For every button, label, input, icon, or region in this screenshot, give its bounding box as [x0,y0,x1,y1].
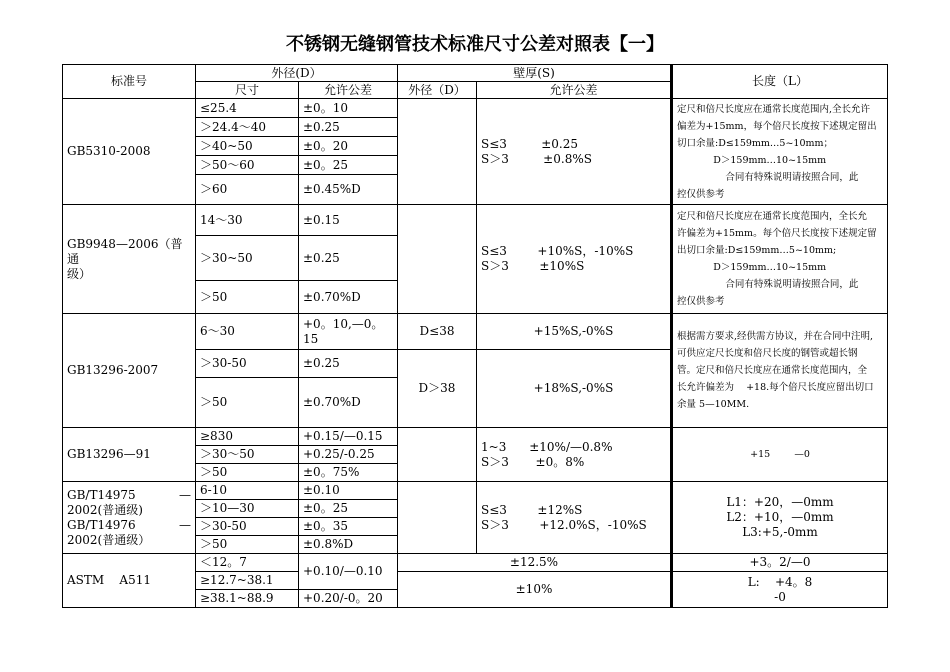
length-line: 长允许偏差为 +18.每个倍尺长度应留出切口 [677,382,874,393]
wall-od-empty [398,99,477,205]
standard-code: ASTM A511 [67,573,152,587]
standard-code: GB/T14976 [67,517,136,532]
wall-line: S＞3 ±0.8%S [481,151,592,166]
wall-od: D＞38 [398,350,477,428]
od-size: ＞24.4～40 [196,118,299,137]
wall-tol-gb5310 [477,99,672,205]
length-gb5310 [672,99,888,205]
wall-od-empty [398,482,477,554]
od-tol: +0.10/—0.10 [299,554,398,590]
wall-line: 1~3 ±10%/—0.8% [481,439,613,454]
length-line: 根据需方要求,经供需方协议，并在合同中注明, [677,331,874,342]
standard-line [67,488,191,503]
standard-line [67,518,191,533]
length-line: 偏差为+15mm，每个倍尺长度按下述规定留出 [677,120,877,132]
od-tol: +0。10,—0。15 [299,314,398,350]
header-wall-od: 外径（D） [398,82,477,99]
length-line: 许偏差为+15mm。每个倍尺长度按下述规定留 [677,228,877,239]
wall-tol: +15%S,-0%S [477,314,672,350]
od-size: ＞30～50 [196,446,299,464]
od-size: ＞40~50 [196,137,299,156]
od-tol: ±0.25 [299,118,398,137]
length-line: 控仅供参考 [677,188,725,200]
length-line: L1：+20，—0mm [726,495,834,509]
wall-line: S＞3 ±10%S [481,259,585,273]
od-size: ＞30-50 [196,518,299,536]
wall-line: S≤3 ±0.25 [481,136,579,151]
header-length: 长度（L） [672,65,888,99]
standard-gb5310: GB5310-2008 [63,99,196,205]
od-tol: ±0。25 [299,500,398,518]
wall-od: D≤38 [398,314,477,350]
header-standard: 标准号 [63,65,196,99]
od-tol: ±0。20 [299,137,398,156]
od-size: ＞30~50 [196,236,299,281]
tolerance-table [62,64,888,608]
od-tol: ±0。10 [299,99,398,118]
page-title: 不锈钢无缝钢管技术标准尺寸公差对照表【一】 [286,34,664,55]
standard-gb13296-2007: GB13296-2007 [63,314,196,428]
standard-line: 2002(普通级) [67,502,143,517]
od-size: ＞50 [196,464,299,482]
header-wall-group: 壁厚(S) [398,65,672,82]
od-size: ≥830 [196,428,299,446]
od-size: ＞50 [196,281,299,314]
wall-tol-gb13296-91 [477,428,672,482]
wall-tol-gbt14975 [477,482,672,554]
od-size: ＞10—30 [196,500,299,518]
length-line: 定尺和倍尺长度应在通常长度范围内，全长允 [677,211,868,222]
od-size: ＞30-50 [196,350,299,378]
length-gb13296-2007 [672,314,888,428]
length-line: L3:+5,-0mm [742,525,818,539]
od-size: ≥38.1~88.9 [196,590,299,608]
od-tol: +0.20/-0。20 [299,590,398,608]
length-line: L2：+10，—0mm [726,510,834,524]
length-gbt14975 [672,482,888,554]
wall-line: S≤3 ±12%S [481,502,583,517]
length-line: D＞159mm…10~15mm [677,262,827,273]
length-line: 可供应定尺长度和倍尺长度的钢管或超长钢 [677,348,858,359]
length-line: 定尺和倍尺长度应在通常长度范围内,全长允许 [677,103,871,115]
standard-line: 级） [67,266,92,281]
length-line: -0 [774,589,786,604]
od-tol: +0.25/-0.25 [299,446,398,464]
od-size: 6-10 [196,482,299,500]
standard-line: GB9948—2006（普通 [67,236,183,266]
header-wall-tol: 允许公差 [477,82,672,99]
standard-dash: — [179,487,191,502]
od-tol: ±0.45%D [299,175,398,205]
header-od-tol: 允许公差 [299,82,398,99]
wall-tol-gb9948 [477,205,672,314]
length-gb9948 [672,205,888,314]
length-line: 管。定尺和倍尺长度应在通常长度范围内，全 [677,365,868,376]
wall-line: S＞3 +12.0%S，-10%S [481,517,647,532]
wall-line: S＞3 ±0。8% [481,454,585,469]
od-size: ＜12。7 [196,554,299,572]
length-astm-2 [672,572,888,608]
od-tol: +0.15/—0.15 [299,428,398,446]
od-tol: ±0.15 [299,205,398,236]
od-size: ＞50 [196,378,299,428]
length-line: D＞159mm…10~15mm [677,154,827,166]
standard-line: 2002(普通级） [67,532,151,547]
od-tol: ±0.25 [299,350,398,378]
standard-gb13296-91: GB13296—91 [63,428,196,482]
header-od-group: 外径(D） [196,65,398,82]
standard-code: GB/T14975 [67,487,136,502]
od-tol: ±0。35 [299,518,398,536]
wall-tol: ±12.5% [398,554,672,572]
od-size: 6～30 [196,314,299,350]
length-line: L: +4。8 [747,574,813,589]
length-gb13296-91: +15 —0 [672,428,888,482]
od-size: ＞50～60 [196,156,299,175]
od-tol: ±0.10 [299,482,398,500]
wall-od-empty [398,205,477,314]
od-tol: ±0.70%D [299,281,398,314]
length-line: 余量 5—10MM. [677,399,750,410]
length-line: 合同有特殊说明请按照合同，此 [677,171,859,183]
wall-tol: +18%S,-0%S [477,350,672,428]
standard-gbt14975 [63,482,196,554]
wall-od-empty [398,428,477,482]
od-tol: ±0.8%D [299,536,398,554]
od-tol: ±0.25 [299,236,398,281]
length-astm-1: +3。2/—0 [672,554,888,572]
length-line: 控仅供参考 [677,296,725,307]
od-size: ≤25.4 [196,99,299,118]
od-tol: ±0。75% [299,464,398,482]
standard-dash: — [179,517,191,532]
od-size: ＞60 [196,175,299,205]
length-line: 切口余量:D≤159mm…5~10mm； [677,137,834,149]
od-size: ≥12.7~38.1 [196,572,299,590]
header-od-size: 尺寸 [196,82,299,99]
standard-astm [63,554,196,608]
length-line: 出切口余量:D≤159mm…5~10mm; [677,245,837,256]
wall-line: S≤3 +10%S，-10%S [481,244,634,258]
od-tol: ±0.70%D [299,378,398,428]
length-line: 合同有特殊说明请按照合同，此 [677,279,859,290]
od-size: ＞50 [196,536,299,554]
od-size: 14～30 [196,205,299,236]
wall-tol: ±10% [398,572,672,608]
od-tol: ±0。25 [299,156,398,175]
standard-gb9948 [63,205,196,314]
